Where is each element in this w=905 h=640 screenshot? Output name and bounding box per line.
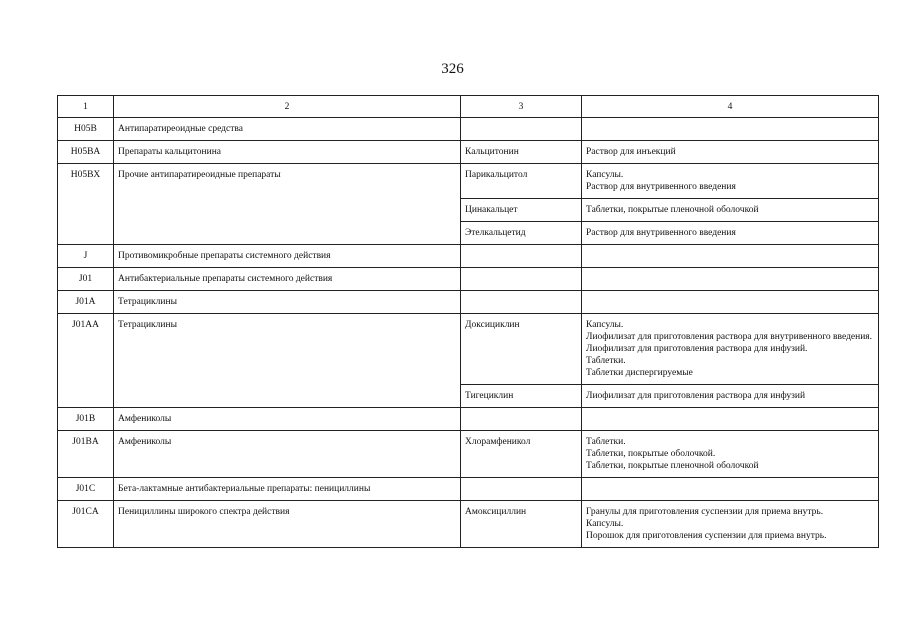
dosage-form-line: Лиофилизат для приготовления раствора для инфузий <box>586 391 806 401</box>
table-row <box>58 245 879 268</box>
atc-code-cell: J01C <box>58 478 114 501</box>
table-row <box>58 291 879 314</box>
dosage-form-line: Таблетки, покрытые пленочной оболочкой <box>586 461 759 471</box>
header-cell-2: 2 <box>114 96 461 118</box>
dosage-forms-cell <box>582 199 879 222</box>
drug-name-cell <box>461 291 582 314</box>
drug-name-cell: Этелкальцетид <box>461 222 582 245</box>
table-row <box>58 268 879 291</box>
atc-code-cell: J01 <box>58 268 114 291</box>
drug-name-cell: Парикальцитол <box>461 164 582 199</box>
group-name-cell: Амфениколы <box>114 431 461 478</box>
drug-name-cell <box>461 408 582 431</box>
dosage-forms-cell <box>582 431 879 478</box>
dosage-form-line: Таблетки. <box>586 356 626 366</box>
dosage-form-line: Таблетки, покрытые пленочной оболочкой <box>586 205 759 215</box>
dosage-forms-cell <box>582 164 879 199</box>
page-number: 326 <box>441 61 464 77</box>
group-name-cell: Пенициллины широкого спектра действия <box>114 501 461 548</box>
table-row <box>58 478 879 501</box>
dosage-form-line: Таблетки диспергируемые <box>586 368 693 378</box>
dosage-forms-cell <box>582 501 879 548</box>
table-row <box>58 501 879 548</box>
atc-code-cell: J01B <box>58 408 114 431</box>
drug-name-cell: Амоксициллин <box>461 501 582 548</box>
table-row <box>58 431 879 478</box>
table-row <box>58 314 879 385</box>
drug-name-cell <box>461 268 582 291</box>
drug-name-cell: Доксициклин <box>461 314 582 385</box>
atc-code-cell: H05B <box>58 118 114 141</box>
drug-name-cell <box>461 118 582 141</box>
header-cell-3: 3 <box>461 96 582 118</box>
group-name-cell: Препараты кальцитонина <box>114 141 461 164</box>
drug-name-cell: Тигециклин <box>461 385 582 408</box>
dosage-forms-cell <box>582 314 879 385</box>
table-row <box>58 118 879 141</box>
header-cell-1: 1 <box>58 96 114 118</box>
medication-table <box>57 95 879 548</box>
dosage-form-line: Раствор для внутривенного введения <box>586 182 736 192</box>
dosage-forms-cell <box>582 245 879 268</box>
group-name-cell: Антипаратиреоидные средства <box>114 118 461 141</box>
atc-code-cell: H05BX <box>58 164 114 245</box>
table-row <box>58 141 879 164</box>
dosage-forms-cell <box>582 291 879 314</box>
dosage-form-line: Таблетки. <box>586 437 626 447</box>
dosage-form-line: Таблетки, покрытые оболочкой. <box>586 449 716 459</box>
table-body <box>58 96 879 548</box>
dosage-form-line: Раствор для инъекций <box>586 147 676 157</box>
dosage-forms-cell <box>582 118 879 141</box>
dosage-forms-cell <box>582 141 879 164</box>
table-row <box>58 164 879 199</box>
dosage-forms-cell <box>582 222 879 245</box>
atc-code-cell: J01AA <box>58 314 114 408</box>
drug-name-cell <box>461 245 582 268</box>
group-name-cell: Тетрациклины <box>114 314 461 408</box>
atc-code-cell: H05BA <box>58 141 114 164</box>
header-cell-4: 4 <box>582 96 879 118</box>
drug-name-cell: Цинакальцет <box>461 199 582 222</box>
header-row <box>58 96 879 118</box>
group-name-cell: Прочие антипаратиреоидные препараты <box>114 164 461 245</box>
dosage-forms-cell <box>582 408 879 431</box>
group-name-cell: Антибактериальные препараты системного действия <box>114 268 461 291</box>
atc-code-cell: J01CA <box>58 501 114 548</box>
dosage-form-line: Капсулы. <box>586 170 624 180</box>
dosage-form-line: Порошок для приготовления суспензии для приема внутрь. <box>586 531 827 541</box>
atc-code-cell: J01BA <box>58 431 114 478</box>
dosage-form-line: Гранулы для приготовления суспензии для приема внутрь. <box>586 507 824 517</box>
dosage-forms-cell <box>582 478 879 501</box>
drug-name-cell <box>461 478 582 501</box>
atc-code-cell: J01A <box>58 291 114 314</box>
atc-code-cell: J <box>58 245 114 268</box>
dosage-form-line: Капсулы. <box>586 320 624 330</box>
dosage-form-line: Раствор для внутривенного введения <box>586 228 736 238</box>
group-name-cell: Бета-лактамные антибактериальные препараты: пенициллины <box>114 478 461 501</box>
group-name-cell: Противомикробные препараты системного действия <box>114 245 461 268</box>
group-name-cell: Тетрациклины <box>114 291 461 314</box>
table-row <box>58 408 879 431</box>
dosage-form-line: Капсулы. <box>586 519 624 529</box>
drug-name-cell: Хлорамфеникол <box>461 431 582 478</box>
dosage-form-line: Лиофилизат для приготовления раствора для инфузий. <box>586 344 808 354</box>
group-name-cell: Амфениколы <box>114 408 461 431</box>
drug-name-cell: Кальцитонин <box>461 141 582 164</box>
dosage-form-line: Лиофилизат для приготовления раствора для внутривенного введения. <box>586 332 873 342</box>
dosage-forms-cell <box>582 385 879 408</box>
dosage-forms-cell <box>582 268 879 291</box>
